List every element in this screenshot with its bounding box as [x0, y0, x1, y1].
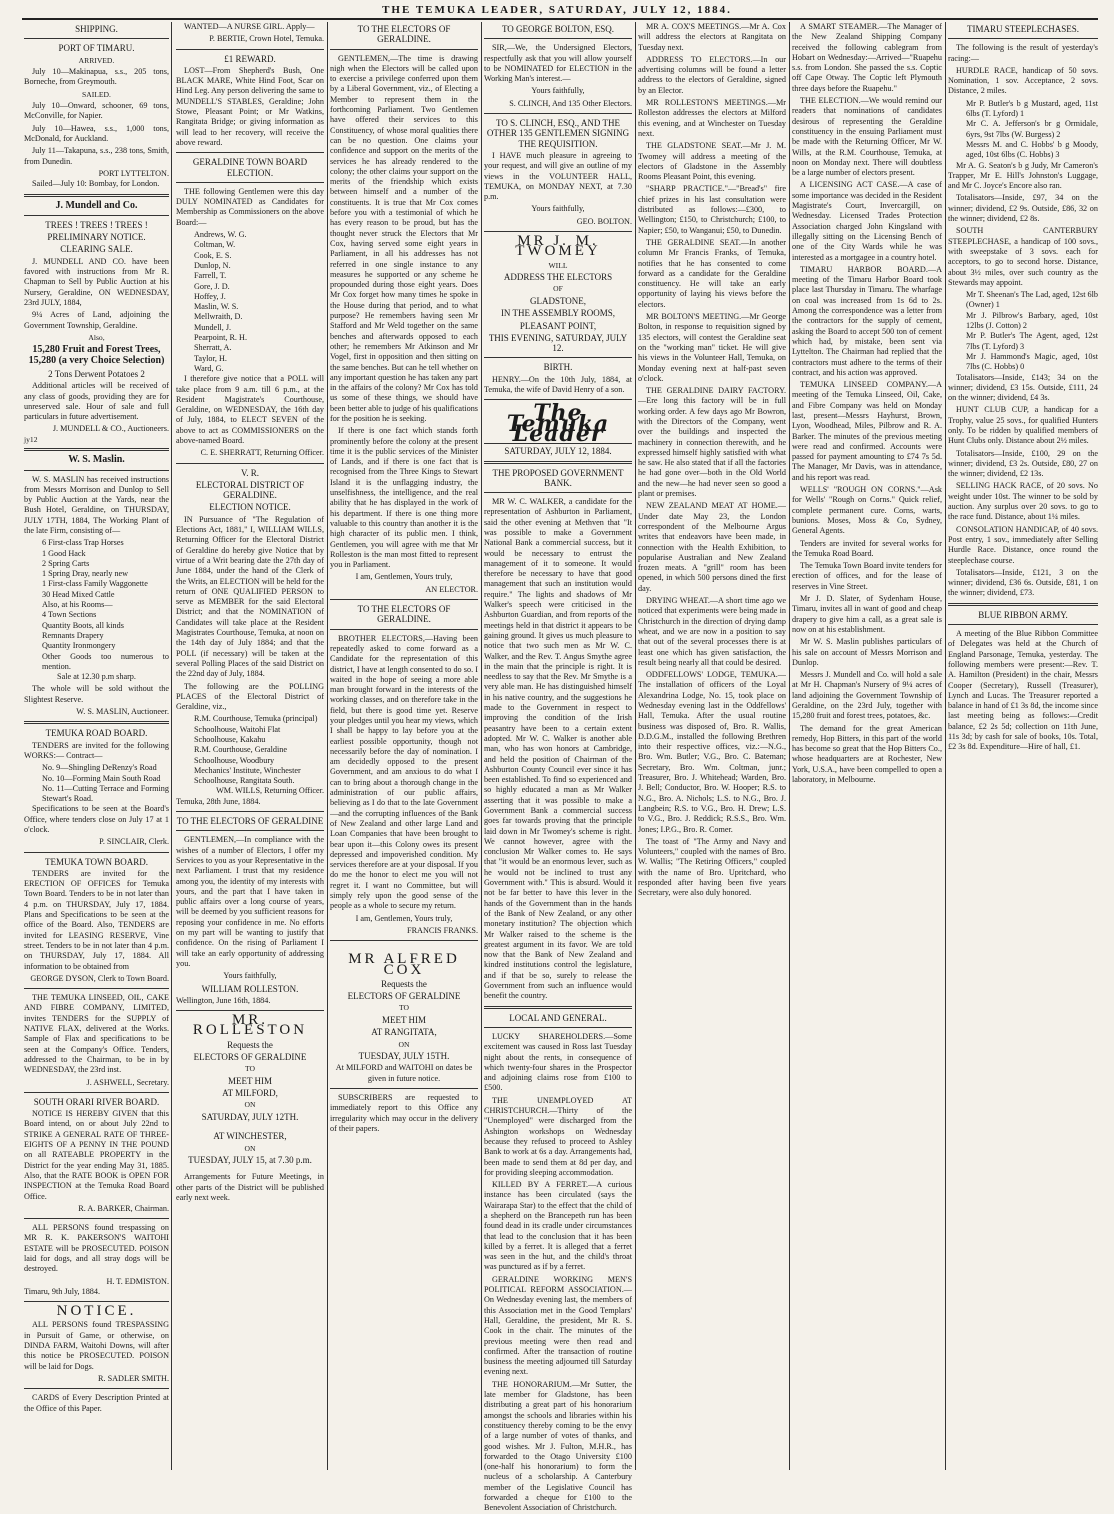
- ad-text: THE TEMUKA LINSEED, OIL, CAKE AND FIBRE COMPANY, LIMITED, invites TENDERS for the SUPPLY of NATIVE FLAX, delivered at the Works. Sample of Flax and specifications to be seen at the Company's Office. Tenders, addressed to the Chairman, to be in by WEDNESDAY, the 23rd inst.: [24, 993, 169, 1075]
- meeting-name: MR. ROLLESTON: [192, 1012, 308, 1039]
- ad-text: 2 Tons Derwent Potatoes 2: [48, 368, 145, 379]
- article-text: MR BOLTON'S MEETING.—Mr George Bolton, in response to requisition signed by 135 electors, will contest the Geraldine seat on the "working man" ticket. He will give his views in the Volunteer Hall, Temuka, on Monday evening next at half-past seven o'clock.: [638, 312, 786, 383]
- meeting-text: OF: [553, 284, 563, 294]
- ad-heading: TEMUKA ROAD BOARD.: [45, 728, 148, 739]
- ad-signature: P. BERTIE, Crown Hotel, Temuka.: [209, 34, 324, 44]
- divider: [484, 492, 632, 493]
- spacer: [330, 945, 478, 950]
- race-result: Mr C. A. Jefferson's br g Ormidale, 6yrs, 9st 7lbs (W. Burgess) 2: [966, 119, 1098, 139]
- divider: [24, 38, 169, 39]
- race-result: Mr J. Hammond's Magic, aged, 10st 7lbs (C. Hobbs) 0: [966, 351, 1098, 372]
- ad-signature: W. S. MASLIN, Auctioneer.: [76, 707, 169, 717]
- vr-mark: V. R.: [240, 467, 260, 478]
- column-divider: [481, 22, 482, 1470]
- article-text: DRYING WHEAT.—A short time ago we noticed that experiments were being made in Christchurch in the direction of drying damp wheat, and we are now in a position to say that out of the several processes there is at least one which has given satisfaction, the result being nearly all that could be desired.: [638, 596, 786, 667]
- shipping-entry: July 10—Hawea, s.s., 1,000 tons, McDonald, for Auckland.: [24, 123, 169, 144]
- divider: [948, 38, 1098, 39]
- port-heading: PORT LYTTELTON.: [98, 168, 169, 178]
- candidate-name: Pearpoint, R. H.: [194, 333, 247, 343]
- article-text: LUCKY SHAREHOLDERS.—Some excitement was caused in Ross last Tuesday night about the rents, in consequence of which twenty-four shares in the Prospector and adjoining claims rose from £100 to £500.: [484, 1031, 632, 1093]
- column-1: [24, 22, 169, 1470]
- divider: [24, 1301, 169, 1302]
- ad-signature: C. E. SHERRATT, Returning Officer.: [200, 448, 324, 458]
- meeting-text: MEET HIM: [381, 1014, 427, 1025]
- ad-text: SUBSCRIBERS are requested to immediately report to this Office any irregularity which may occur in the delivery of their papers.: [330, 1092, 478, 1133]
- meeting-text: Requests the: [381, 978, 427, 989]
- ad-signature: R. SADLER SMITH.: [98, 1373, 169, 1383]
- article-heading: THE PROPOSED GOVERNMENT BANK.: [492, 467, 624, 488]
- shipping-entry: July 11—Takapuna, s.s., 238 tons, Smith, from Dunedin.: [24, 146, 169, 166]
- meeting-text: ON: [398, 1039, 410, 1049]
- sailed-label: SAILED.: [82, 89, 111, 99]
- letter-heading: TO THE ELECTORS OF GERALDINE.: [357, 604, 451, 625]
- article-heading: BLUE RIBBON ARMY.: [978, 609, 1068, 620]
- article-text: THE GERALDINE DAIRY FACTORY.—Ere long this factory will be in full working order. A few days ago Mr Bowron, with the Directors of the Company, went over the buildings and inspected the machinery in connection therewith, and he expressed himself highly satisfied with what he saw. He also stated that if all the factories he had gone over—both in the Old World and the new—he had never seen so good a plant or premises.: [638, 386, 786, 499]
- column-7: [948, 22, 1098, 1470]
- ad-text: 9¼ Acres of Land, adjoining the Government Township, Geraldine.: [24, 310, 169, 330]
- ad-date: Wellington, June 16th, 1884.: [176, 995, 271, 1005]
- ad-heading: SOUTH ORARI RIVER BOARD.: [33, 1096, 160, 1107]
- article-text: The Temuka Town Board invite tenders for erection of offices, and for the lease of reserves in Vine Street.: [792, 561, 942, 591]
- letter-text: Yours faithfully,: [531, 204, 585, 214]
- divider: [484, 461, 632, 464]
- ad-text: Arrangements for Future Meetings, in other parts of the District will be published early next week.: [176, 1172, 324, 1202]
- ad-signature: P. SINCLAIR, Clerk.: [99, 837, 169, 847]
- meeting-text: Requests the: [227, 1039, 273, 1050]
- column-5: [638, 22, 786, 1470]
- meeting-text: GLADSTONE,: [529, 295, 587, 306]
- paper-title-band: [484, 399, 632, 447]
- candidate-name: Dunlop, N.: [194, 260, 231, 270]
- letter-signature: FRANCIS FRANKS.: [407, 925, 478, 935]
- candidate-name: Sherratt, A.: [194, 343, 232, 353]
- notice-text: HENRY.—On the 10th July, 1884, at Temuka, the wife of David Henry of a son.: [484, 374, 632, 395]
- ad-code: jy12: [24, 434, 38, 444]
- divider: [176, 49, 324, 50]
- ad-list-item: No. 9—Shingling DeRenzy's Road: [42, 763, 157, 773]
- race-result: Mr T. Sheenan's The Lad, aged, 12st 6lb (Owner) 1: [966, 290, 1098, 310]
- divider: [330, 940, 478, 941]
- polling-place: Schoolhouse, Woodbury: [194, 755, 275, 765]
- race-heading: HUNT CLUB CUP, a handicap for a Trophy, value 25 sovs., for qualified Hunters only. To be ridden by qualified members of Hunt Clubs only. Distance about 2½ miles.: [948, 405, 1098, 446]
- article-text: GERALDINE WORKING MEN'S POLITICAL REFORM ASSOCIATION.—On Wednesday evening last, the members of this Association met in the Good Templars' Hall, Geraldine, the president, Mr R. S. Cook in the chair. The minutes of the previous meeting were then read and confirmed. After the transaction of routine business the meeting adjourned till Saturday evening next.: [484, 1274, 632, 1377]
- meeting-text: ON: [244, 1100, 256, 1110]
- ad-subheading: ELECTION NOTICE.: [209, 502, 291, 513]
- ad-text: NOTICE IS HEREBY GIVEN that this Board intend, on or about July 22nd to STRIKE A GENERAL RATE OF THREE-EIGHTS OF A PENNY IN THE POUND on all RATEABLE PROPERTY in the District for the year ending May 31, 1885. Also, that the RATE BOOK is OPEN FOR INSPECTION at the Temuka Road Board Office.: [24, 1109, 169, 1201]
- column-divider: [327, 22, 328, 1470]
- ad-text: GENTLEMEN,—In compliance with the wishes of a number of Electors, I offer my Services to you as your Representative in the next Parliament. I trust that my residence among you, the identity of my interests with yours, and the part that I have taken in public affairs over a long course of years, will be deemed by you sufficient reasons for reposing your confidence in me. No efforts on my part will be wanting to justify that confidence. On the rising of Parliament I will take an early opportunity of addressing you.: [176, 835, 324, 968]
- candidate-name: Mundell, J.: [194, 322, 232, 332]
- column-divider: [171, 22, 172, 1470]
- ad-signature: WILLIAM ROLLESTON.: [201, 983, 299, 994]
- polling-place: Schoolhouse, Kakahu: [194, 735, 266, 744]
- paper-date: SATURDAY, JULY 12, 1884.: [504, 446, 612, 457]
- article-text: Mr W. S. Maslin publishes particulars of his sale on account of Messrs Morrison and Dunlop.: [792, 637, 942, 667]
- letter-text: Yours faithfully,: [531, 86, 585, 96]
- ad-subheading: PRELIMINARY NOTICE.: [47, 232, 146, 243]
- ad-text: THE following Gentlemen were this day DULY NOMINATED as Candidates for Membership as Commissioners on the above Board:—: [176, 186, 324, 227]
- column-3: [330, 22, 478, 1470]
- ad-text: IN Pursuance of "The Regulation of Elections Act, 1881," I, WILLIAM WILLS, Returning Officer for the Electoral District of Geraldine do hereby give Notice that by virtue of a Writ bearing date the 27th day of June 1884, under the hand of the Clerk of the Writs, an ELECTION will be held for the return of ONE QUALIFIED PERSON to serve as MEMBER for the said Electoral District; and that the NOMINATION of Candidates will take place at the Resident Magistrates Courthouse, Temuka, at noon on the 14th day of July 1884; and that the POLL (if necessary) will be taken at the several Polling Places of the said District on the 22nd day of July, 1884.: [176, 514, 324, 679]
- meeting-text: ELECTORS OF GERALDINE: [193, 1052, 307, 1063]
- ad-list-item: 1 First-class Family Waggonette: [42, 579, 148, 589]
- spacer: [176, 1124, 324, 1129]
- article-text: Tenders are invited for several works for the Temuka Road Board.: [792, 538, 942, 558]
- divider: [484, 1006, 632, 1009]
- article-text: ADDRESS TO ELECTORS.—In our advertising columns will be found a letter address to the electors of Geraldine, signed by an Elector.: [638, 54, 786, 95]
- race-result: Mr P. Butler's b g Mustard, aged, 11st 6lbs (T. Lyford) 1: [966, 98, 1098, 119]
- letter-signature: AN ELECTOR.: [425, 584, 478, 594]
- divider: [484, 231, 632, 232]
- article-text: THE GERALDINE SEAT.—In another column Mr Francis Franks, of Temuka, notifies that he has consented to come forward as a candidate for the Geraldine constituency. He will take an early opportunity of laying his views before the electors.: [638, 237, 786, 309]
- race-result: Mr J. Pilbrow's Barbary, aged, 10st 12lbs (J. Cotton) 2: [966, 310, 1098, 331]
- ad-text: Specifications to be seen at the Board's Office, where tenders close on July 17 at 1 o'clock.: [24, 804, 169, 834]
- article-text: MR A. COX'S MEETINGS.—Mr A. Cox will address the electors at Rangitata on Tuesday next.: [638, 22, 786, 52]
- article-text: THE GLADSTONE SEAT.—Mr J. M. Twomey will address a meeting of the electors of Gladstone in the Assembly Rooms Pleasant Point, this evening.: [638, 141, 786, 182]
- ad-signature: H. T. EDMISTON.: [106, 1276, 169, 1286]
- shipping-entry: July 10—Onward, schooner, 69 tons, McConville, for Napier.: [24, 101, 169, 121]
- article-text: A SMART STEAMER.—The Manager of the New Zealand Shipping Company received the following cablegram from Hobart on Wednesday:—Arrived—"Ruapehu s.s. from London. She passed the s.s. Coptic off Cape Otway. The Coptic left Plymouth three days before the Ruapehu.": [792, 22, 942, 93]
- ad-signature: GEORGE DYSON, Clerk to Town Board.: [30, 973, 169, 983]
- letter-text: I HAVE much pleasure in agreeing to your request, and will give an outline of my views in the VOLUNTEER HALL, TEMUKA, on MONDAY NEXT, at 7.30 p.m.: [484, 150, 632, 202]
- race-heading: HURDLE RACE, handicap of 50 sovs. Nomination, 1 sov. Acceptance, 2 sovs. Distance, 2 miles.: [948, 65, 1098, 96]
- divider: [176, 811, 324, 812]
- masthead-rule: [22, 18, 1098, 20]
- ad-signature: R. A. BARKER, Chairman.: [78, 1203, 169, 1213]
- polling-place: Schoolhouse, Rangitata South.: [194, 776, 295, 786]
- ad-text: J. MUNDELL AND CO. have been favored with instructions from Mr R. Chapman to Sell by Public Auction at his Nursery, Geraldine, ON WEDNESDAY, 23rd JULY, 1884,: [24, 256, 169, 307]
- totalisator-text: Totalisators—Inside, £100, 29 on the winner; dividend, £3 2s. Outside, £80, 27 on the winner; dividend, £2 13s.: [948, 448, 1098, 479]
- meeting-text: AT MILFORD,: [222, 1088, 278, 1099]
- divider: [948, 624, 1098, 625]
- ad-text: Yours faithfully,: [223, 971, 277, 981]
- ad-list-item: No. 11—Cutting Terrace and Forming Stewart's Road.: [42, 783, 169, 804]
- candidate-name: Ward, G.: [194, 363, 224, 373]
- ad-text: CARDS of Every Description Printed at the Office of this Paper.: [24, 1393, 169, 1413]
- ad-list-item: 30 Head Mixed Cattle: [42, 589, 115, 599]
- article-text: MR W. C. WALKER, a candidate for the representation of Ashburton in Parliament, said the other evening at Methven that "It was possible to make a Government National Bank a commercial success, but it would be necessary to entrust the management of it to someone. It would therefore be necessary to have that good management that such an institution would require." The lights and shadows of Mr Walker's speech were criticised in the Ashburton Guardian, and from reports of the meetings held in that district it appears to be gaining ground. It gives us much pleasure to notice that two such men as Mr W. C. Walker, and the Rev. T. Angus Smythe agree in the main that the principle is right. It is needless to say that the Rev. Mr Smythe is a very able man. He has distinguished himself in his native country, and the suggestions he made to the Government in respect to improving the condition of the Irish peasantry have been to a certain extent adopted. Mr W. C. Walker is another able man, who has won honors at Cambridge, and held the position of Chairman of the Ashburton County Council ever since it has been established. To find so experienced and so highly educated a man as Mr Walker asserting that it was possible to make a Government Bank a commercial success goes far towards proving that the principle laid down in Mr Twomey's scheme is right. We cannot however, agree with the conclusion Mr Walker comes to. He says that "it would be an enormous lever, such as he would not be inclined to trust any Government with." This is absurd. Would it not be far better to have this lever in the hands of the Government than in the hands of the Bank of New Zealand, or any other monetary institution? The objection which Mr Walker raised to the scheme is the greatest argument in its favor. We are told now that the Bank of New Zealand and kindred institutions control the legislature, and if that be so, surely to release the Government from such an influence would benefit the country.: [484, 497, 632, 1001]
- ad-signature: WM. WILLS, Returning Officer.: [216, 786, 324, 796]
- letter-text: I am, Gentlemen, Yours truly,: [355, 572, 453, 582]
- ad-heading: TO THE ELECTORS OF GERALDINE: [176, 816, 324, 827]
- divider: [176, 830, 324, 831]
- article-text: NEW ZEALAND MEAT AT HOME.—Under date May 23, the London correspondent of the Melbourne Argus writes that endeavors have been made, in connection with the Health Exhibition, to popularise Australian and New Zealand frozen meats. A "grill" room has been opened, in which 500 persons dined the first day.: [638, 501, 786, 593]
- meeting-text: MEET HIM: [227, 1075, 273, 1086]
- divider: [330, 1088, 478, 1089]
- article-text: A LICENSING ACT CASE.—A case of some importance was decided in the Resident Magistrate's Court, Invercargill, on Wednesday. Licensed Trades Protection Association charged John Kingsland with illegally sitting on the Licensing Bench of one of the City Wards while he was interested as a mortgagee in a country hotel.: [792, 180, 942, 262]
- article-text: The toast of "The Army and Navy and Volunteers," coupled with the names of Bro. W. Wallis; "The Retiring Officers," coupled with the name of Bro. Upritchard, who responded after having been five years Secretary, were also duly honored.: [638, 836, 786, 898]
- divider: [176, 182, 324, 183]
- article-text: A meeting of the Blue Ribbon Committee of Delegates was held at the Church of England Parsonage, Temuka, yesterday. The following members were present:—Rev. T. A. Hamilton (President) in the chair, Messrs Cooper (Secretary), Russell (Treasurer), Lynch and Lucas. The Treasurer reported a balance in hand of £1 3s 8d, the income since last meeting being as follows:—Credit balance, £2 2s 5d; collection on 11th June, 11s 3d; by cash for sale of books, 10s. Total, £2 3s 8d. Expenditure—Hire of hall, £1.: [948, 629, 1098, 752]
- ad-date: Temuka, 28th June, 1884.: [176, 796, 261, 806]
- polling-place: R.M. Courthouse, Geraldine: [194, 745, 288, 755]
- article-text: THE HONORARIUM.—Mr Sutter, the late member for Gladstone, has been distributing a great part of his honorarium amongst the schools and libraries within his constituency thereby coming to be the envy of a large number of votes of thanks, and good wishes. Mr J. Fulton, M.H.R., has forwarded to the Otago University £100 (one-half his honorarium) to form the nucleus of a scholarship. A Canterbury member of the Legislative Council has forwarded a cheque for £100 to the Benevolent Association of Christchurch.: [484, 1379, 632, 1513]
- ad-subheading: CLEARING SALE.: [60, 244, 133, 255]
- divider: [330, 629, 478, 630]
- totalisator-text: Totalisators—Inside, £121, 3 on the winner; dividend, £36 6s. Outside, £81, 1 on the winner; dividend, £73.: [948, 567, 1098, 598]
- meeting-text: IN THE ASSEMBLY ROOMS,: [500, 308, 616, 319]
- polling-place: Mechanics' Institute, Winchester: [194, 765, 301, 775]
- article-text: TEMUKA LINSEED COMPANY.—A meeting of the Temuka Linseed, Oil, Cake, and Fibre Company was held on Monday last, present—Messrs Hayhurst, Brown, Lyon, Woodhead, Miles, Pilbrow and R. A. Barker. The minutes of the previous meeting were read and confirmed. Accounts were passed for payment amounting to £74 7s 5d. The Manager, Mr Davis, was in attendance, and his report was read.: [792, 380, 942, 482]
- ad-date: Timaru, 9th July, 1884.: [24, 1286, 101, 1296]
- meeting-text: ON: [244, 1143, 256, 1153]
- race-heading: CONSOLATION HANDICAP, of 40 sovs. Post entry, 1 sov., immediately after Selling Hurdle Race. Distance, once round the steeplechase course.: [948, 524, 1098, 565]
- masthead: THE TEMUKA LEADER, SATURDAY, JULY 12, 1884.: [382, 4, 732, 16]
- article-text: "SHARP PRACTICE."—"Bread's" fire chief prizes in his last consultation were distributed as follows:—£300, to Wellington; £150, to Christchurch; £100, to Napier; £50, to Wanganui; £50, to Dunedin.: [638, 184, 786, 235]
- ad-text: 15,280 Fruit and Forest Trees, 15,280 (a very Choice Selection): [28, 344, 165, 366]
- column-divider: [945, 22, 946, 1470]
- letter-heading: TO S. CLINCH, ESQ., AND THE OTHER 135 GENTLEMEN SIGNING THE REQUISITION.: [486, 118, 630, 149]
- article-text: THE ELECTION.—We would remind our readers that nominations of candidates desirous of representing the Geraldine constituency in the ensuing Parliament must be made with the Returning Officer, Mr W. Wills, at the R.M. Courthouse, Temuka, at noon on Monday next. There will doubtless be a large number of electors present.: [792, 96, 942, 178]
- ad-text: TENDERS are invited for the following WORKS:— Contract—: [24, 740, 169, 760]
- meeting-text: ADDRESS THE ELECTORS: [503, 272, 613, 283]
- candidate-name: Andrews, W. G.: [194, 230, 247, 240]
- article-text: KILLED BY A FERRET.—A curious instance has been circulated (says the Wairarapa Star) to the effect that the child of a shepherd on the Brancepeth run has been found dead in its cradle under circumstances that lead to the conclusion that it has been killed by a ferret. It is alleged that a ferret was seen in the hut, and the child's throat was punctured as if by a ferret.: [484, 1180, 632, 1272]
- ad-text: LOST—From Shepherd's Bush, One BLACK MARE, White Hind Foot, Scar on Hind Leg. Any person delivering the same to MUNDELL'S STABLES, Geraldine; John Stowe, Pleasant Point; or Mr Watkins, Rangitata Bridge; or giving information as will lead to her recovery, will receive the above reward.: [176, 65, 324, 147]
- meeting-text: TO: [399, 1003, 409, 1013]
- article-text: WELLS' "ROUGH ON CORNS."—Ask for Wells' "Rough on Corns." Quick relief, complete permanent cure. Corns, warts, bunions. Moses, Moss & Co, Sydney, General Agents.: [792, 485, 942, 536]
- divider: [484, 38, 632, 39]
- divider: [24, 470, 169, 471]
- meeting-text: AT WINCHESTER,: [213, 1131, 287, 1142]
- column-divider: [635, 22, 636, 1470]
- ad-signature: J. MUNDELL & CO., Auctioneers.: [52, 424, 169, 434]
- candidate-name: Cook, E. S.: [194, 250, 232, 260]
- ad-heading: TEMUKA TOWN BOARD.: [45, 856, 148, 867]
- ad-signature: J. ASHWELL, Secretary.: [86, 1077, 169, 1087]
- ad-list-item: 2 Spring Carts: [42, 558, 90, 568]
- article-text: TIMARU HARBOR BOARD.—A meeting of the Timaru Harbor Board took place last Thursday in Timaru. The wharfage on coal was increased from 1s 6d to 2s. Among the correspondence was a letter from the contractors for the supply of cement, asking the Board to accept 500 ton of cement which had, by mistake, been sent via Lyttelton. The Chairman had replied that the contractors must adhere to the terms of their contract, and his action was approved.: [792, 264, 942, 377]
- column-4: [484, 22, 632, 1513]
- divider: [24, 988, 169, 989]
- shipping-entry: July 10—Makinapua, s.s., 205 tons, Borneche, from Greymouth.: [24, 67, 169, 87]
- shipping-entry: Sailed—July 10: Bombay, for London.: [32, 179, 160, 189]
- divider: [24, 448, 169, 451]
- article-text: MR ROLLESTON'S MEETINGS.—Mr Rolleston addresses the electors at Milford this evening, and at Winchester on Tuesday next.: [638, 98, 786, 138]
- meeting-text: TUESDAY, JULY 15, at 7.30 p.m.: [188, 1155, 312, 1165]
- ad-text: W. S. MASLIN has received instructions from Messrs Morrison and Dunlop to Sell by Public Auction at the Yards, near the Bush Hotel, Geraldine, on THURSDAY, JULY 17TH, 1884, The Working Plant of the late Firm, consisting of—: [24, 474, 169, 535]
- letter-text: If there is one fact which stands forth prominently before the colony at the present time it is the public services of the Minister of Lands, and if there is one fact that is recognised from the Three Kings to Stewart Island it is the unflagging industry, the unselfishness, the intelligence, and the real ability that he has displayed in the work of his department. If there is one thing more valuable to this country than another it is the high character of its public men. I think, Gentlemen, you will agree with me that Mr Rolleston is the man most fitted to represent you in Parliament.: [330, 426, 478, 570]
- meeting-text: At MILFORD and WAITOHI on dates be given in future notice.: [335, 1063, 473, 1083]
- divider: [24, 1388, 169, 1389]
- divider: [330, 49, 478, 50]
- ad-list-item: Also, at his Rooms—: [42, 600, 113, 610]
- race-result: Messrs M. and C. Hobbs' b g Moody, aged, 10st 6lbs (C. Hobbs) 3: [966, 139, 1098, 160]
- divider: [24, 721, 169, 724]
- ad-text: Additional articles will be received of any class of goods, providing they are for unreserved sale. Hour of sale and full particulars in future advertisement.: [24, 381, 169, 422]
- ad-list-item: 1 Spring Dray, nearly new: [42, 569, 129, 579]
- ad-heading: ELECTORAL DISTRICT OF GERALDINE.: [195, 479, 305, 501]
- candidate-name: Maslin, W. S.: [194, 302, 239, 312]
- letter-signature: GEO. BOLTON.: [576, 216, 632, 226]
- ad-text: The whole will be sold without the Slightest Reserve.: [24, 684, 169, 704]
- letter-text: I am, Gentlemen, Yours truly,: [355, 913, 453, 923]
- candidate-name: Mellwraith, D.: [194, 312, 243, 322]
- race-heading: SELLING HACK RACE, of 20 sovs. No weight under 10st. The winner to be sold by auction. Any surplus over 20 sovs. to go to the race fund. Distance, about 1¼ miles.: [948, 481, 1098, 522]
- race-result: Mr A. G. Seaton's b g Judy, Mr Cameron's Trapper, Mr E. Hill's Johnston's Luggage, and Mr C. Joyce's Encore also ran.: [948, 160, 1098, 191]
- candidate-name: Farrell, T.: [194, 271, 227, 281]
- divider: [484, 357, 632, 358]
- article-text: Mr J. D. Slater, of Sydenham House, Timaru, invites all in want of good and cheap drapery to give him a call, as a great sale is now on at his establishment.: [792, 594, 942, 634]
- divider: [330, 599, 478, 600]
- meeting-text: SATURDAY, JULY 12TH.: [201, 1111, 299, 1122]
- ad-text: ALL PERSONS found TRESPASSING in Pursuit of Game, or otherwise, on DINDA FARM, Waitohi Downs, will after this notice be PROSECUTED. POISON will be laid for Dogs.: [24, 1320, 169, 1371]
- ad-list-item: Remnants Drapery: [42, 630, 104, 640]
- divider: [484, 1027, 632, 1028]
- ad-list-item: Other Goods too numerous to mention.: [42, 651, 169, 671]
- meeting-text: TO: [245, 1064, 255, 1074]
- port-heading: PORT OF TIMARU.: [58, 43, 135, 54]
- polling-place: Schoolhouse, Waitohi Flat: [194, 724, 281, 734]
- meeting-text: THIS EVENING, SATURDAY, JULY 12.: [488, 332, 628, 354]
- article-text: Messrs J. Mundell and Co. will hold a sale at Mr H. Chapman's Nursery of 9¼ acres of land adjoining the Government Township of Geraldine, on the 23rd July, together with 15,280 fruit and forest trees, potatoes, &c.: [792, 670, 942, 721]
- divider: [484, 113, 632, 114]
- candidate-name: Hoffey, J.: [194, 291, 226, 301]
- letter-heading: TO GEORGE BOLTON, ESQ.: [501, 24, 615, 34]
- divider: [24, 1218, 169, 1219]
- notice-heading: NOTICE.: [56, 1303, 137, 1320]
- article-text: ODDFELLOWS' LODGE, TEMUKA.—The installation of officers of the Loyal Alexandrina Lodge, No. 15, took place on Wednesday evening last in the Oddfellows' Hall, Temuka. After the usual routine business was disposed of, Bro. R. Wallis, D.D.G.M., installed the following Brethren into their respective offices, viz.:—N.G., Bro. Wm. Butler; V.G., Bro. C. Bateman; Secretary, Bro. Wm. Coltman, junr.; Treasurer, Bro. J. Whitehead; Warden, Bro. J. Bell; Conductor, Bro. W. Hooper; R.S. to N.G., Bro. A. Nichols; L.S. to N.G., Bro. J. Langbein; R.S. to V.G., Bro. H. Drew; L.S. to V.G., Bro. J. Reddick; R.S.S., Bro. Wm. Jones; I.P.G., Bro. R. Comer.: [638, 670, 786, 834]
- ad-text: The following are the POLLING PLACES of the Electoral District of Geraldine, viz.,: [176, 681, 324, 712]
- notice-heading: BIRTH.: [543, 362, 573, 373]
- divider: [176, 463, 324, 464]
- ad-heading: GERALDINE TOWN BOARD ELECTION.: [192, 157, 308, 178]
- arrived-label: ARRIVED.: [78, 55, 115, 65]
- race-result: Mr P. Butler's The Agent, aged, 12st 7lbs (T. Lyford) 3: [966, 331, 1098, 351]
- ad-heading: J. Mundell and Co.: [55, 199, 138, 211]
- ad-text: Also,: [88, 332, 105, 342]
- meeting-text: PLEASANT POINT,: [519, 320, 597, 331]
- divider: [24, 194, 169, 197]
- letter-text: SIR,—We, the Undersigned Electors, respectfully ask that you will allow yourself to be NOMINATED for ELECTION in the Working Man's interest.—: [484, 43, 632, 84]
- article-heading: TIMARU STEEPLECHASES.: [966, 24, 1079, 34]
- ad-text: I therefore give notice that a POLL will take place from 9 a.m. till 6 p.m., at the Resident Magistrate's Courthouse, Geraldine, on WEDNESDAY, the 16th day of July, 1884, to ELECT SEVEN of the above to act as COMMISSIONERS on the above-named Board.: [176, 374, 324, 445]
- ad-text: TENDERS are invited for the ERECTION OF OFFICES for Temuka Town Board. Tenders to be in not later than 4 p.m. on THURSDAY, July 17, 1884. Plans and Specifications to be seen at the office of the Board. Also, TENDERS are invited for LEASING RESERVE, Vine street. Tenders to be in not later than 4 p.m. on THURSDAY, July 17, 1884. All information to be obtained from: [24, 868, 169, 971]
- article-text: The following is the result of yesterday's racing:—: [948, 43, 1098, 63]
- ad-list-item: 4 Town Sections: [42, 610, 97, 620]
- divider: [24, 852, 169, 853]
- ad-text: WANTED—A NURSE GIRL. Apply—: [184, 22, 315, 31]
- ad-heading: £1 REWARD.: [224, 53, 276, 64]
- meeting-name: MR J. M. TWOMEY: [515, 233, 601, 260]
- ad-list-item: Quantity Ironmongery: [42, 641, 116, 651]
- paper-logo: The Temuka Leader: [506, 400, 610, 447]
- article-text: The demand for the great American remedy, Hop Bitters, in this part of the world has become so great that the Hop Bitters Co., whose headquarters are at Rochester, New York, U.S.A., have been compelled to open a laboratory, in Melbourne.: [792, 723, 942, 785]
- letter-heading: TO THE ELECTORS OF GERALDINE.: [357, 24, 451, 45]
- meeting-text: TUESDAY, JULY 15TH.: [358, 1051, 450, 1062]
- column-2: [176, 22, 324, 1470]
- polling-place: R.M. Courthouse, Temuka (principal): [194, 714, 318, 724]
- totalisator-text: Totalisators—Inside, £97, 34 on the winner; dividend, £2 9s. Outside, £86, 32 on the winner; dividend, £2 8s.: [948, 193, 1098, 224]
- divider: [176, 152, 324, 153]
- race-heading: SOUTH CANTERBURY STEEPLECHASE, a handicap of 100 sovs., with sweepstake of 3 sovs. each for acceptors, to go to second horse. Distance, about 3½ miles, over such country as the Stewards may appoint.: [948, 226, 1098, 287]
- candidate-name: Taylor, H.: [194, 353, 227, 363]
- letter-text: BROTHER ELECTORS,—Having been repeatedly asked to come forward as a Candidate for the representation of this district, I have at length consented to do so. I waited in the hope of seeing a more able man brought forward in the interests of the working classes, and on therefore take in the field, but there is good time yet. Reserve your pledges until you hear my views, which I shall be happy to lay before you at the earliest possible opportunity, though not necessarily before the day of nomination. I am decidedly opposed to the present Government, and am anxious to do what I can to bring about a thorough change in the administration of our public affairs, believing as I do that to the late Government—and the corrupting influences of the Bank of New Zealand and other large Land and Loan Companies that have been brought to bear upon it—this Colony owes its present depressed and impoverished condition. My services therefore are at your disposal. If you do me the honor to elect me you will not regret it. I want no Committee, but will simply rely upon the good sense of the people as a whole to secure my return.: [330, 633, 478, 911]
- meeting-name: MR ALFRED COX: [348, 951, 460, 978]
- divider: [24, 1092, 169, 1093]
- ad-list-item: Quantity Boots, all kinds: [42, 620, 124, 630]
- divider: [176, 1010, 324, 1011]
- column-6: [792, 22, 942, 1470]
- meeting-text: ELECTORS OF GERALDINE: [347, 991, 461, 1002]
- ad-list-item: 6 First-class Trap Horses: [42, 538, 124, 548]
- ad-text: ALL PERSONS found trespassing on MR R. K. PAKERSON'S WAITOHI ESTATE will be PROSECUTED. POISON laid for dogs, and all stray dogs will be destroyed.: [24, 1223, 169, 1274]
- ad-subheading: TREES ! TREES ! TREES !: [45, 219, 148, 230]
- article-heading: LOCAL AND GENERAL.: [509, 1012, 607, 1023]
- ad-heading: W. S. Maslin.: [68, 454, 125, 466]
- column-divider: [789, 22, 790, 1470]
- ad-list-item: No. 10—Forming Main South Road: [42, 773, 161, 783]
- letter-signature: S. CLINCH, And 135 Other Electors.: [509, 98, 632, 108]
- candidate-name: Gore, J. D.: [194, 281, 230, 291]
- ad-text: Sale at 12.30 p.m sharp.: [57, 672, 136, 682]
- article-text: THE UNEMPLOYED AT CHRISTCHURCH.—Thirty of the "Unemployed" were discharged from the Ashington workshops on Wednesday because they refused to proceed to Ashley Bank to work at 6s a day. Arrangements had, been made to send them at 8d per day, and for providing sleeping accommodation.: [484, 1095, 632, 1177]
- candidate-name: Coltman, W.: [194, 240, 236, 250]
- meeting-text: AT RANGITATA,: [371, 1027, 437, 1038]
- ad-list-item: 1 Good Hack: [42, 548, 86, 558]
- divider: [24, 215, 169, 216]
- totalisator-text: Totalisators—Inside, £143; 34 on the winner; dividend, £3 15s. Outside, £111, 24 on the winner; dividend, £4 3s.: [948, 372, 1098, 403]
- shipping-heading: SHIPPING.: [75, 24, 118, 34]
- meeting-text: WILL: [548, 260, 568, 270]
- letter-text: GENTLEMEN,—The time is drawing nigh when the Electors will be called upon to exercise a privilege conferred upon them by a Liberal Government, viz., of Electing a Member to represent them in the forthcoming Parliament. Two Gentlemen have offered their services to this Constituency, of whose moral qualities there can be no question. One claims your confidence and support on the merits of the services he has already rendered to the colony; the other claims your support on the merits of the friendship which exists between himself and a number of the constituents. It is true that Mr Cox comes before you with a testimonial of which he has every reason to be proud, but has the thought never struck the Electors that Mr Cox, having served some eight years in Parliament, in all his addresses has not referred in one single instance to any measures he supported or any scheme he propounded during those eight years. Does Mr Cox forget how many times he spoke in the House during that period, and to what purpose? He remembers having seen Mr Stafford and Mr Weld together on the same benches and afterwards opposed to each other; he remembers Mr Atkinson and Mr Vogel, first in opposition and then sitting on the same benches. But can he tell whether on any important question he has taken any part in the affairs of the colony? Mr Cox has told us some of these things, we should have been better able to judge of his qualifications for the position he is seeking.: [330, 53, 478, 423]
- divider: [948, 603, 1098, 606]
